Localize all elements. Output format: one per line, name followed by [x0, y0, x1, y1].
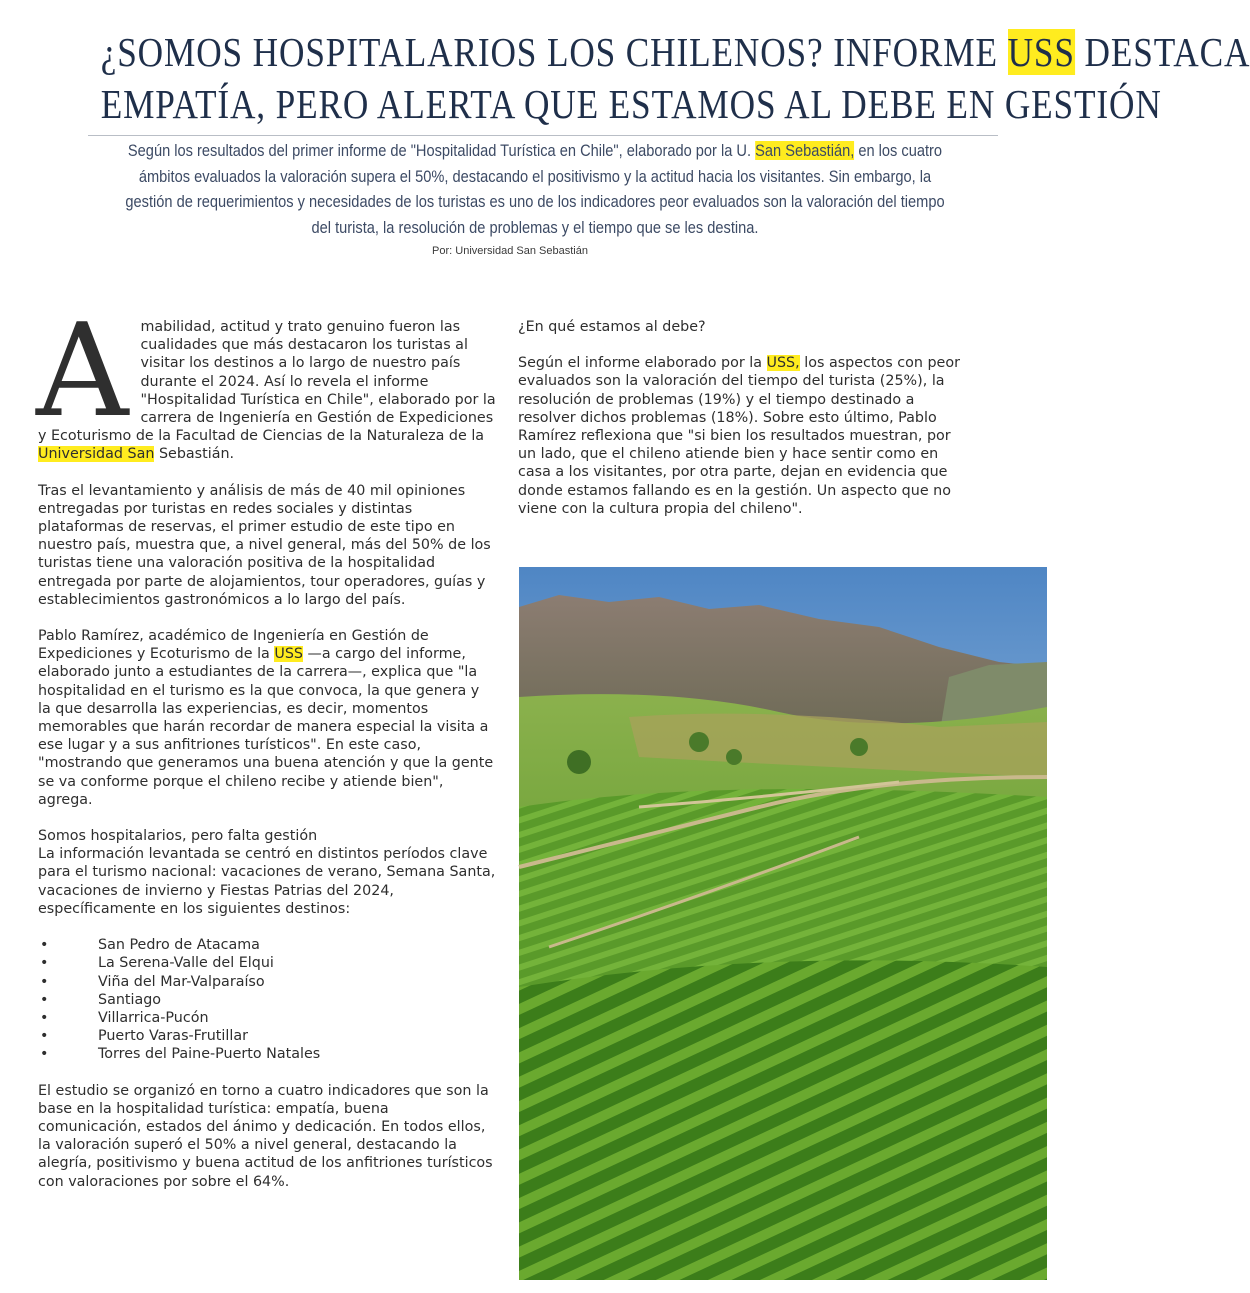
title-text: ¿SOMOS HOSPITALARIOS LOS CHILENOS? INFORME	[100, 29, 1008, 75]
lede-text: en los cuatro ámbitos evaluados la valoración supera el 50%, destacando el positivismo y la actitud hacia los visitantes. Sin embargo, la gestión de requerimientos y necesidades de los turistas es uno de los indicadores peor evaluados son la valoración del tiempo del turista, la resolución de problemas y el tiempo que se les destina.	[125, 141, 945, 237]
vineyard-illustration	[519, 567, 1047, 1280]
paragraph-survey: Tras el levantamiento y análisis de más de 40 mil opiniones entregadas por turistas en redes sociales y distintas plataformas de reservas, el primer estudio de este tipo en nuestro país, muestra que, a nivel general, más del 50% de los turistas tiene una valoración positiva de la hospitalidad entregada por parte de alojamientos, tour operadores, guías y establecimientos gastronómicos a lo largo del país.	[38, 482, 491, 608]
subhead-debe: ¿En qué estamos al debe?	[518, 319, 706, 335]
list-item: • San Pedro de Atacama	[38, 936, 496, 954]
article-title	[100, 26, 1250, 130]
title-line-2: EMPATÍA, PERO ALERTA QUE ESTAMOS AL DEBE EN GESTIÓN	[100, 81, 1162, 127]
list-item: • Puerto Varas-Frutillar	[38, 1027, 496, 1045]
byline: Por: Universidad San Sebastián	[432, 245, 588, 257]
list-item: • Torres del Paine-Puerto Natales	[38, 1045, 496, 1063]
title-text: DESTACA	[1074, 29, 1250, 75]
paragraph-indicators: El estudio se organizó en torno a cuatro indicadores que son la base en la hospitalidad turística: empatía, buena comunicación, estados del ánimo y dedicación. En todos ellos, la valoración superó el 50% a nivel general, destacando la alegría, positivismo y buena actitud de los anfitriones turísticos con valoraciones por sobre el 64%.	[38, 1082, 493, 1190]
vineyard-photo	[519, 567, 1047, 1280]
left-column	[36, 297, 496, 1209]
paragraph-text: —a cargo del informe, elaborado junto a estudiantes de la carrera—, explica que "la hospitalidad en el turismo es la que convoca, la que genera y la que desarrolla las experiencias, es decir, momentos memorables que harán recordar de manera especial la visita a ese lugar y a sus anfitriones turísticos". En este caso, "mostrando que generamos una buena atención y que la gente se va conforme porque el chileno recibe y atiende bien", agrega.	[38, 646, 494, 808]
highlight-university: Universidad San	[38, 446, 155, 463]
article-lede	[118, 138, 952, 240]
foreground-vines	[519, 960, 1047, 1280]
tree	[689, 732, 709, 752]
tree	[850, 738, 868, 756]
drop-cap: A	[36, 297, 129, 446]
paragraph-periods: La información levantada se centró en distintos períodos clave para el turismo nacional: vacaciones de verano, Semana Santa, vacaciones de invierno y Fiestas Patrias del 2024, específicamente en los siguientes destinos:	[38, 846, 496, 917]
right-column	[518, 318, 968, 536]
destinations-list	[38, 936, 496, 1063]
lede-text: Según los resultados del primer informe de "Hospitalidad Turística en Chile", elaborado por la U.	[127, 141, 756, 160]
title-highlight-uss: USS	[1007, 29, 1075, 75]
lede-highlight: San Sebastián,	[755, 141, 855, 160]
list-item: • Santiago	[38, 991, 496, 1009]
paragraph-text: Sebastián.	[154, 446, 235, 463]
paragraph-text: Pablo Ramírez, académico de Ingeniería en Gestión de Expediciones y Ecoturismo de la	[38, 628, 429, 663]
list-item: • La Serena-Valle del Elqui	[38, 954, 496, 972]
paragraph-quote	[38, 627, 496, 809]
title-divider	[88, 135, 998, 136]
list-item: • Villarrica-Pucón	[38, 1009, 496, 1027]
paragraph-results	[518, 354, 968, 518]
highlight-uss: USS	[274, 646, 303, 663]
intro-paragraph	[36, 297, 496, 464]
paragraph-text: Según el informe elaborado por la	[518, 355, 767, 372]
tree	[726, 749, 742, 765]
tree	[567, 750, 591, 774]
list-item: • Viña del Mar-Valparaíso	[38, 973, 496, 991]
title-line-1	[100, 26, 1250, 78]
paragraph-text: los aspectos con peor evaluados son la valoración del tiempo del turista (25%), la resolución de problemas (19%) y el tiempo destinado a resolver dichos problemas (18%). Sobre esto último, Pablo Ramírez reflexiona que "si bien los resultados muestran, por un lado, que el chileno atiende bien y hace sentir como en casa a los visitantes, por otra parte, dejan en evidencia que donde estamos fallando es en la gestión. Un aspecto que no viene con la cultura propia del chileno".	[518, 355, 960, 517]
highlight-uss: USS,	[766, 355, 800, 372]
paragraph-text: mabilidad, actitud y trato genuino fueron las cualidades que más destacaron los turistas al visitar los destinos a lo largo de nuestro país durante el 2024. Así lo revela el informe "Hospitalidad Turística en Chile", elaborado por la carrera de Ingeniería en Gestión de Expediciones y Ecoturismo de la Facultad de Ciencias de la Naturaleza de la	[38, 319, 496, 445]
subhead-hospitality: Somos hospitalarios, pero falta gestión	[38, 828, 318, 845]
